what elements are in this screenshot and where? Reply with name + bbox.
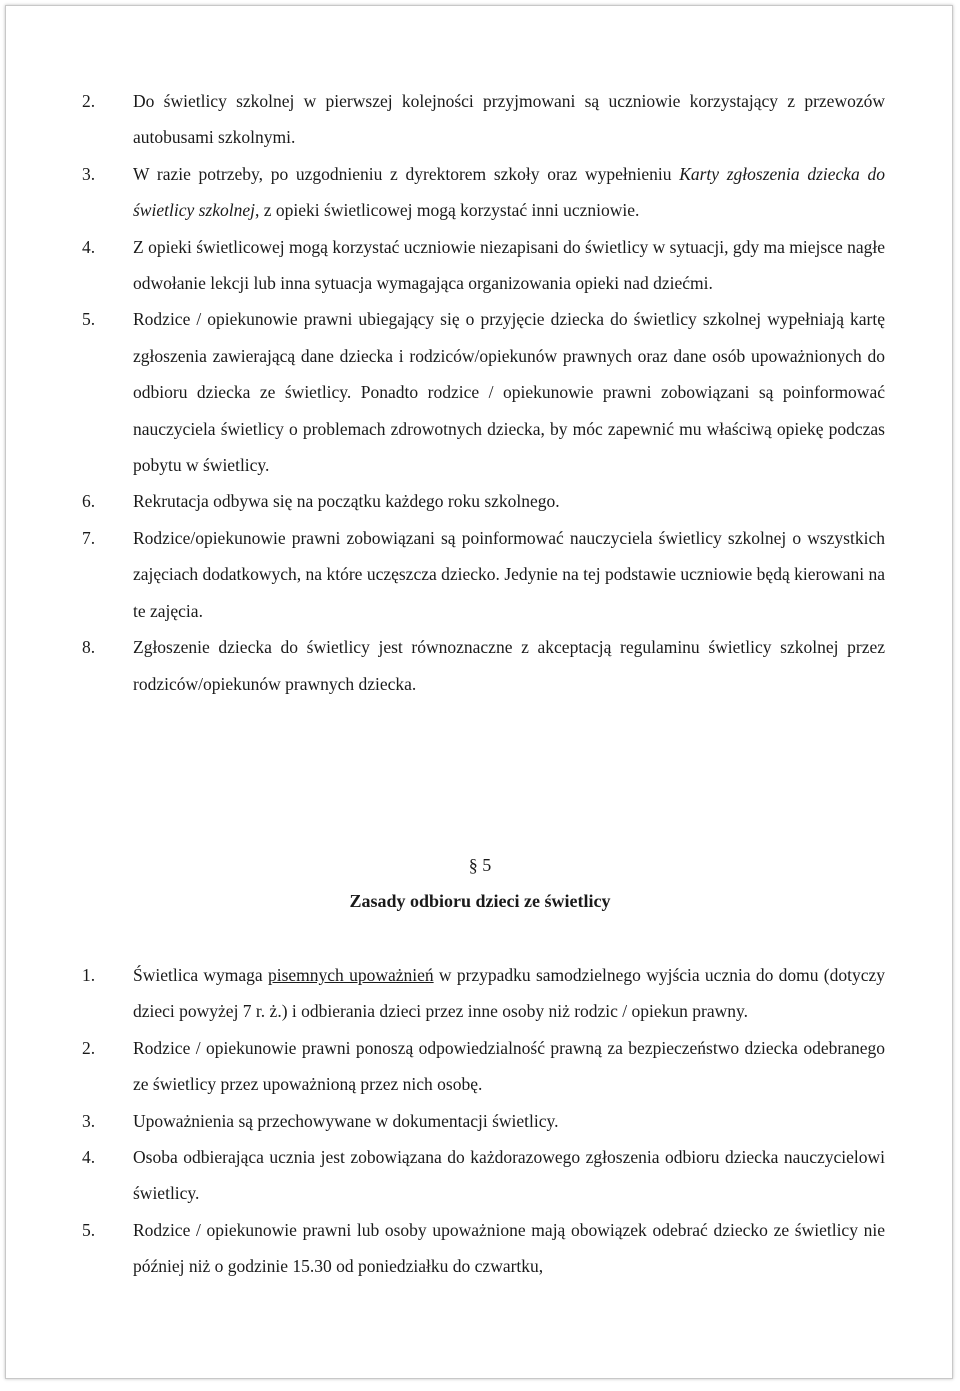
list-item [82,301,885,483]
item-number: 2. [82,1037,96,1058]
item-text-part: W razie potrzeby, po uzgodnieniu z dyrektorem szkoły oraz wypełnieniu [133,163,680,184]
list-item [82,83,885,156]
list-item [82,229,885,302]
section-number: § 5 [468,855,492,875]
item-text: Rodzice / opiekunowie prawni ponoszą odpowiedzialność prawną za bezpieczeństwo dziecka odebranego ze świetlicy przez upoważnioną przez nich osobę. [133,1037,885,1095]
underlined-text: pisemnych upoważnień [267,965,434,985]
item-number: 4. [82,1147,96,1168]
item-text: Osoba odbierająca ucznia jest zobowiązana do każdorazowego zgłoszenia odbioru dziecka nauczycielowi świetlicy. [133,1147,885,1204]
form-name-italic: Karty zgłoszenia dziecka do świetlicy szkolnej [133,163,885,221]
item-number: 8. [82,637,96,658]
list-item [82,520,885,629]
item-number: 3. [82,1110,96,1131]
list-item [82,629,885,702]
item-text: Rodzice/opiekunowie prawni zobowiązani są poinformować nauczyciela świetlicy szkolnej o wszystkich zajęciach dodatkowych, na które uczęszcza dziecko. Jedynie na tej podstawie uczniowie będą kierowani na te zajęcia. [133,527,885,621]
list-item [82,483,885,519]
list-item [82,1139,885,1212]
item-number: 6. [82,491,96,512]
list-item [82,1103,885,1139]
list-item [82,1030,885,1103]
item-number: 2. [82,91,96,111]
list-item [82,156,885,229]
item-number: 7. [82,527,96,548]
item-number: 1. [82,965,96,985]
list-item [82,957,885,1030]
item-number: 5. [82,1219,96,1240]
item-text: Rekrutacja odbywa się na początku każdego roku szkolnego. [133,491,560,512]
document-page [5,5,953,1379]
regulation-list-upper [82,83,885,702]
item-text [133,957,885,1030]
item-text: Zgłoszenie dziecka do świetlicy jest równoznaczne z akceptacją regulaminu świetlicy szkolnej przez rodziców/opiekunów prawnych dziecka. [133,637,885,694]
item-number: 5. [82,309,96,330]
list-item [82,1212,885,1285]
item-text: Z opieki świetlicowej mogą korzystać uczniowie niezapisani do świetlicy w sytuacji, gdy ma miejsce nagłe odwołanie lekcji lub inna sytuacja wymagająca organizowania opieki nad dziećmi. [133,236,885,294]
item-text: Do świetlicy szkolnej w pierwszej kolejności przyjmowani są uczniowie korzystający z przewozów autobusami szkolnymi. [133,91,885,148]
section-title: Zasady odbioru dzieci ze świetlicy [349,891,611,911]
item-number: 4. [82,236,96,257]
item-text: Rodzice / opiekunowie prawni lub osoby upoważnione mają obowiązek odebrać dziecko ze świetlicy nie później niż o godzinie 15.30 od poniedziałku do czwartku, [133,1219,885,1277]
regulation-list-lower [82,957,885,1285]
item-number: 3. [82,163,96,184]
item-text-part: w przypadku samodzielnego wyjścia ucznia do domu (dotyczy dzieci powyżej 7 r. ż.) i odbierania dzieci przez inne osoby niż rodzic / opiekun prawny. [133,965,886,1022]
item-text-part: , z opieki świetlicowej mogą korzystać inni uczniowie. [255,200,640,221]
item-text [133,156,885,229]
item-text: Rodzice / opiekunowie prawni ubiegający się o przyjęcie dziecka do świetlicy szkolnej wypełniają kartę zgłoszenia zawierającą dane dziecka i rodziców/opiekunów prawnych oraz dane osób upoważnionych do odbioru dziecka ze świetlicy. Ponadto rodzice / opiekunowie prawni zobowiązani są poinformować nauczyciela świetlicy o problemach zdrowotnych dziecka, by móc zapewnić mu właściwą opiekę podczas pobytu w świetlicy. [133,309,885,476]
item-text: Upoważnienia są przechowywane w dokumentacji świetlicy. [133,1110,559,1131]
item-text-part: Świetlica wymaga [133,965,268,985]
